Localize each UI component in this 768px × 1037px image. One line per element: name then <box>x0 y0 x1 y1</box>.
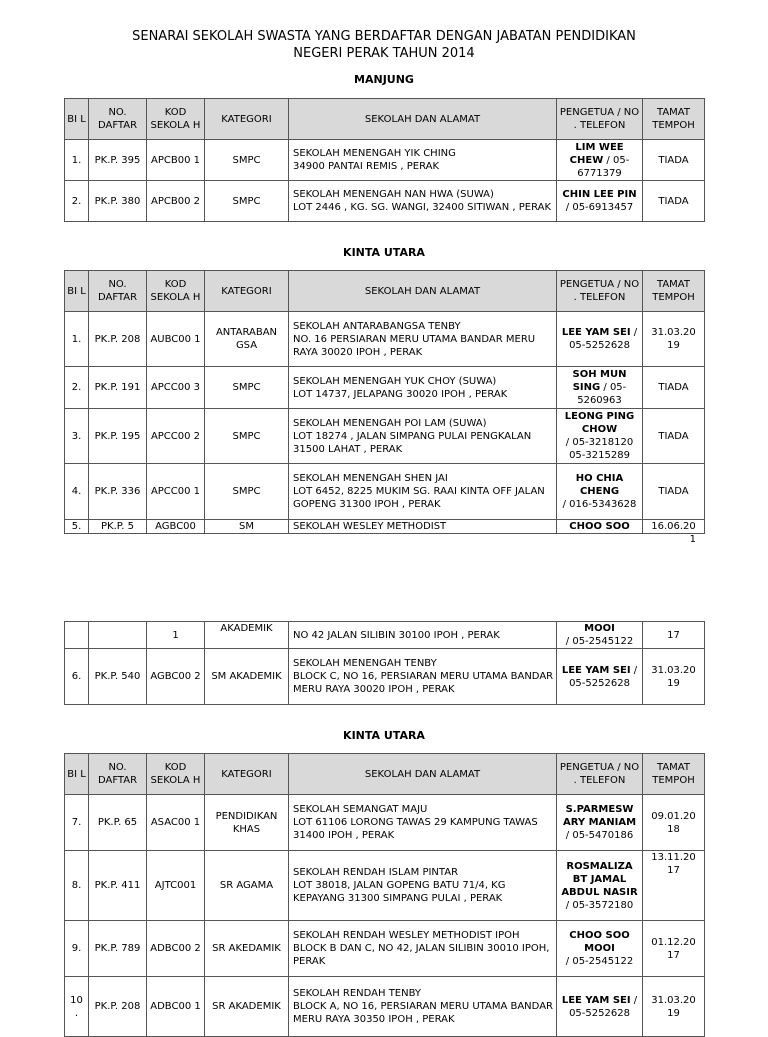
school-name: SEKOLAH RENDAH ISLAM PINTAR <box>293 867 459 878</box>
cell-kategori: PENDIDIKAN KHAS <box>205 795 289 851</box>
principal-phone: / 05-5252628 <box>569 327 638 351</box>
cell-kategori: ANTARABAN GSA <box>205 312 289 367</box>
cell-sekolah <box>289 464 557 520</box>
school-address: LOT 18274 , JALAN SIMPANG PULAI PENGKALAN 31500 LAHAT , PERAK <box>293 430 532 455</box>
cell-sekolah <box>289 409 557 464</box>
school-address: BLOCK B DAN C, NO 42, JALAN SILIBIN 30010 IPOH, PERAK <box>293 943 550 967</box>
principal-name: CHIN LEE PIN <box>562 189 637 200</box>
cell-daftar: PK.P. 208 <box>89 977 147 1037</box>
table-row <box>65 622 705 649</box>
principal-name: CHOO SOO MOOI <box>569 930 630 954</box>
cell-pengetua <box>557 464 643 520</box>
school-address: LOT 6452, 8225 MUKIM SG. RAAI KINTA OFF JALAN GOPENG 31300 IPOH , PERAK <box>293 486 545 510</box>
cell-kod: APCC00 1 <box>147 464 205 520</box>
cell-tamat: 31.03.20 19 <box>643 977 705 1037</box>
school-address: NO. 16 PERSIARAN MERU UTAMA BANDAR MERU RAYA 30020 IPOH , PERAK <box>293 333 536 358</box>
principal-name: CHOO SOO <box>557 520 643 534</box>
school-name: SEKOLAH MENENGAH SHEN JAI <box>293 473 448 484</box>
cell-bil: 1. <box>65 312 89 367</box>
principal-phone: / 05-3218120 05-3215289 <box>565 437 634 461</box>
cell-kategori: SMPC <box>205 367 289 409</box>
table-header-row <box>65 99 705 140</box>
table-row <box>65 409 705 464</box>
cell-bil <box>65 622 89 649</box>
cell-bil: 5. <box>65 520 89 534</box>
header-sekolah: SEKOLAH DAN ALAMAT <box>289 754 557 795</box>
header-kod: KOD SEKOLA H <box>147 754 205 795</box>
table-kinta-utara-2 <box>64 753 705 1037</box>
header-kod: KOD SEKOLA H <box>147 99 205 140</box>
cell-bil: 2. <box>65 181 89 222</box>
cell-bil: 3. <box>65 409 89 464</box>
school-name: SEKOLAH MENENGAH YIK CHING <box>293 148 456 159</box>
cell-sekolah <box>289 795 557 851</box>
principal-phone: / 05-5252628 <box>569 664 638 689</box>
cell-kod: APCC00 2 <box>147 409 205 464</box>
school-address: BLOCK A, NO 16, PERSIARAN MERU UTAMA BANDAR MERU RAYA 30350 IPOH , PERAK <box>293 1001 553 1025</box>
header-daftar: NO. DAFTAR <box>89 754 147 795</box>
principal-phone: / 05-5260963 <box>577 382 627 406</box>
school-name: SEKOLAH ANTARABANGSA TENBY <box>293 320 461 332</box>
cell-kategori: SR AKADEMIK <box>205 977 289 1037</box>
cell-pengetua <box>557 977 643 1037</box>
cell-bil: 7. <box>65 795 89 851</box>
header-tamat: TAMAT TEMPOH <box>643 754 705 795</box>
principal-name: SOH MUN SING <box>572 369 627 393</box>
cell-tamat: TIADA <box>643 464 705 520</box>
school-address: LOT 14737, JELAPANG 30020 IPOH , PERAK <box>293 388 508 400</box>
principal-name: LEE YAM SEI <box>561 327 631 338</box>
document-title-line2: NEGERI PERAK TAHUN 2014 <box>293 46 475 61</box>
table-kinta-utara-continued <box>64 621 705 705</box>
principal-phone: / 05-5252628 <box>569 994 638 1019</box>
table-header-row <box>65 271 705 312</box>
cell-pengetua <box>557 622 643 649</box>
cell-kategori: SM AKADEMIK <box>205 649 289 705</box>
header-pengetua: PENGETUA / NO . TELEFON <box>557 271 643 312</box>
cell-pengetua <box>557 851 643 921</box>
table-header-row <box>65 754 705 795</box>
cell-daftar: PK.P. 5 <box>89 520 147 534</box>
cell-pengetua <box>557 409 643 464</box>
cell-sekolah <box>289 367 557 409</box>
cell-tamat: 01.12.20 17 <box>643 921 705 977</box>
principal-name: MOOI <box>584 623 615 634</box>
school-name: SEKOLAH MENENGAH NAN HWA (SUWA) <box>293 189 494 200</box>
cell-tamat: TIADA <box>643 140 705 181</box>
cell-bil: 6. <box>65 649 89 705</box>
principal-phone: / 05-2545122 <box>565 956 634 967</box>
principal-phone: / 05-6913457 <box>565 202 634 213</box>
cell-daftar: PK.P. 540 <box>89 649 147 705</box>
school-name: SEKOLAH RENDAH WESLEY METHODIST IPOH <box>293 930 520 941</box>
cell-kod: AJTC001 <box>147 851 205 921</box>
cell-pengetua <box>557 649 643 705</box>
cell-kategori: SR AGAMA <box>205 851 289 921</box>
cell-bil: 10 . <box>65 977 89 1037</box>
cell-daftar: PK.P. 411 <box>89 851 147 921</box>
cell-tamat: 09.01.20 18 <box>643 795 705 851</box>
school-address: NO 42 JALAN SILIBIN 30100 IPOH , PERAK <box>289 622 557 649</box>
cell-tamat: TIADA <box>643 367 705 409</box>
section-heading-manjung: MANJUNG <box>354 73 414 86</box>
cell-kategori: SM <box>205 520 289 534</box>
table-row <box>65 464 705 520</box>
principal-phone: / 05-3572180 <box>565 899 634 911</box>
school-address: BLOCK C, NO 16, PERSIARAN MERU UTAMA BANDAR MERU RAYA 30020 IPOH , PERAK <box>293 671 554 695</box>
cell-tamat: 31.03.20 19 <box>643 649 705 705</box>
table-row <box>65 795 705 851</box>
cell-daftar: PK.P. 380 <box>89 181 147 222</box>
cell-sekolah <box>289 977 557 1037</box>
header-bil: BI L <box>65 99 89 140</box>
cell-daftar: PK.P. 336 <box>89 464 147 520</box>
cell-kod: APCC00 3 <box>147 367 205 409</box>
cell-kategori: SMPC <box>205 409 289 464</box>
section-heading-kinta-utara: KINTA UTARA <box>343 246 425 259</box>
cell-kod: APCB00 1 <box>147 140 205 181</box>
table-row <box>65 181 705 222</box>
school-name: SEKOLAH SEMANGAT MAJU <box>293 804 428 815</box>
table-manjung <box>64 98 705 222</box>
page-number: 1 <box>689 534 696 545</box>
cell-tamat: 17 <box>643 622 705 649</box>
table-kinta-utara <box>64 270 705 534</box>
school-address: 34900 PANTAI REMIS , PERAK <box>293 161 440 172</box>
table-row <box>65 921 705 977</box>
header-pengetua: PENGETUA / NO . TELEFON <box>557 754 643 795</box>
cell-pengetua <box>557 140 643 181</box>
header-kategori: KATEGORI <box>205 271 289 312</box>
table-row <box>65 649 705 705</box>
school-address: LOT 38018, JALAN GOPENG BATU 71/4, KG KEPAYANG 31300 SIMPANG PULAI , PERAK <box>293 880 506 904</box>
cell-pengetua <box>557 367 643 409</box>
school-address: LOT 61106 LORONG TAWAS 29 KAMPUNG TAWAS 31400 IPOH , PERAK <box>293 817 538 841</box>
principal-name: S.PARMESW ARY MANIAM <box>562 804 637 828</box>
cell-bil: 8. <box>65 851 89 921</box>
principal-phone: / 016-5343628 <box>562 499 637 510</box>
school-name: SEKOLAH RENDAH TENBY <box>293 988 422 999</box>
cell-sekolah <box>289 312 557 367</box>
cell-bil: 4. <box>65 464 89 520</box>
cell-pengetua <box>557 181 643 222</box>
principal-name: LEE YAM SEI <box>561 994 631 1006</box>
cell-kod: ADBC00 1 <box>147 977 205 1037</box>
cell-kategori: AKADEMIK <box>205 622 289 649</box>
cell-kod: AGBC00 2 <box>147 649 205 705</box>
cell-daftar: PK.P. 395 <box>89 140 147 181</box>
principal-phone: / 05-2545122 <box>565 636 634 647</box>
header-pengetua: PENGETUA / NO . TELEFON <box>557 99 643 140</box>
table-row <box>65 312 705 367</box>
section-heading-kinta-utara-2: KINTA UTARA <box>343 729 425 742</box>
cell-tamat: 13.11.20 17 <box>643 851 705 921</box>
cell-sekolah: SEKOLAH WESLEY METHODIST <box>289 520 557 534</box>
principal-name: LEONG PING CHOW <box>564 411 635 435</box>
cell-sekolah <box>289 181 557 222</box>
header-kategori: KATEGORI <box>205 754 289 795</box>
cell-tamat: 16.06.20 <box>643 520 705 534</box>
header-sekolah: SEKOLAH DAN ALAMAT <box>289 99 557 140</box>
cell-pengetua <box>557 312 643 367</box>
table-row <box>65 851 705 921</box>
principal-phone: / 05-5470186 <box>565 830 634 841</box>
header-bil: BI L <box>65 754 89 795</box>
principal-phone: / 05-6771379 <box>577 154 630 179</box>
header-bil: BI L <box>65 271 89 312</box>
header-kategori: KATEGORI <box>205 99 289 140</box>
cell-daftar <box>89 622 147 649</box>
cell-pengetua <box>557 795 643 851</box>
header-kod: KOD SEKOLA H <box>147 271 205 312</box>
cell-kod: AGBC00 <box>147 520 205 534</box>
cell-kod: ADBC00 2 <box>147 921 205 977</box>
header-tamat: TAMAT TEMPOH <box>643 271 705 312</box>
cell-tamat: TIADA <box>643 409 705 464</box>
cell-sekolah <box>289 140 557 181</box>
table-row <box>65 520 705 534</box>
cell-daftar: PK.P. 191 <box>89 367 147 409</box>
cell-kategori: SMPC <box>205 464 289 520</box>
cell-daftar: PK.P. 208 <box>89 312 147 367</box>
cell-kod: ASAC00 1 <box>147 795 205 851</box>
school-name: SEKOLAH MENENGAH YUK CHOY (SUWA) <box>293 375 497 387</box>
principal-name: LEE YAM SEI <box>561 664 631 676</box>
school-address: LOT 2446 , KG. SG. WANGI, 32400 SITIWAN , PERAK <box>293 202 552 213</box>
cell-kod: APCB00 2 <box>147 181 205 222</box>
table-row <box>65 140 705 181</box>
cell-daftar: PK.P. 65 <box>89 795 147 851</box>
header-tamat: TAMAT TEMPOH <box>643 99 705 140</box>
cell-kod: 1 <box>147 622 205 649</box>
cell-sekolah <box>289 649 557 705</box>
cell-sekolah <box>289 851 557 921</box>
principal-name: LIM WEE CHEW <box>569 141 624 166</box>
cell-pengetua <box>557 921 643 977</box>
school-name: SEKOLAH MENENGAH TENBY <box>293 658 437 669</box>
header-daftar: NO. DAFTAR <box>89 99 147 140</box>
cell-sekolah <box>289 921 557 977</box>
cell-tamat: TIADA <box>643 181 705 222</box>
cell-kategori: SMPC <box>205 181 289 222</box>
table-row <box>65 367 705 409</box>
cell-daftar: PK.P. 789 <box>89 921 147 977</box>
table-row <box>65 977 705 1037</box>
document-title-line1: SENARAI SEKOLAH SWASTA YANG BERDAFTAR DENGAN JABATAN PENDIDIKAN <box>132 29 636 44</box>
cell-kategori: SR AKEDAMIK <box>205 921 289 977</box>
cell-tamat: 31.03.20 19 <box>643 312 705 367</box>
cell-bil: 1. <box>65 140 89 181</box>
cell-bil: 9. <box>65 921 89 977</box>
header-daftar: NO. DAFTAR <box>89 271 147 312</box>
header-sekolah: SEKOLAH DAN ALAMAT <box>289 271 557 312</box>
principal-name: ROSMALIZA BT JAMAL ABDUL NASIR <box>561 860 638 898</box>
cell-kategori: SMPC <box>205 140 289 181</box>
school-name: SEKOLAH MENENGAH POI LAM (SUWA) <box>293 417 487 429</box>
cell-kod: AUBC00 1 <box>147 312 205 367</box>
cell-daftar: PK.P. 195 <box>89 409 147 464</box>
principal-name: HO CHIA CHENG <box>575 473 624 497</box>
cell-bil: 2. <box>65 367 89 409</box>
